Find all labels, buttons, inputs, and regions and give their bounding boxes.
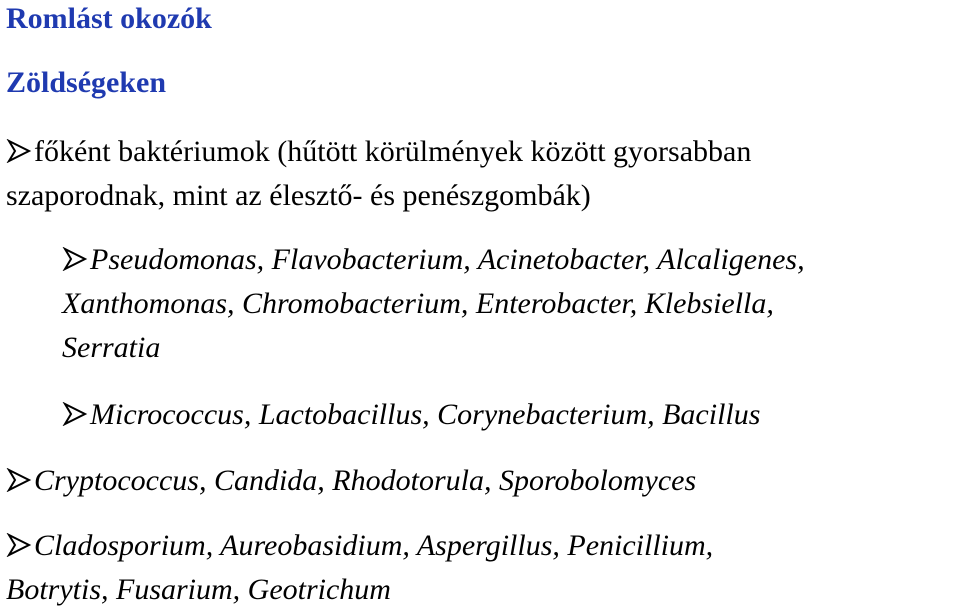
bullet-text: Cladosporium, Aureobasidium, Aspergillus, Penicillium, — [34, 529, 714, 562]
bullet-line — [6, 524, 713, 568]
bullet-bacteria-overview — [6, 130, 751, 218]
bullet-mold-genera — [6, 524, 713, 612]
bullet-text-continuation: Xanthomonas, Chromobacterium, Enterobacter, Klebsiella, — [62, 287, 774, 320]
arrowhead-bullet-icon — [62, 393, 90, 437]
bullet-text: Cryptococcus, Candida, Rhodotorula, Sporobolomyces — [34, 464, 697, 497]
arrowhead-bullet-icon — [6, 459, 34, 503]
bullet-yeast-genera — [6, 459, 696, 503]
bullet-text: főként baktériumok (hűtött körülmények között gyorsabban — [34, 135, 752, 168]
arrowhead-bullet-icon — [6, 130, 34, 174]
bullet-line — [62, 393, 760, 437]
bullet-gram-positive-genera — [62, 393, 760, 437]
section-heading: Zöldségeken — [6, 66, 167, 99]
bullet-text: Pseudomonas, Flavobacterium, Acinetobacter, Alcaligenes, — [90, 243, 805, 276]
bullet-line — [6, 130, 751, 174]
arrowhead-bullet-icon — [6, 524, 34, 568]
page-title: Romlást okozók — [6, 2, 212, 35]
bullet-text-continuation: Botrytis, Fusarium, Geotrichum — [6, 573, 391, 606]
bullet-line — [62, 238, 805, 282]
bullet-gram-negative-genera — [62, 238, 805, 370]
bullet-line — [6, 459, 696, 503]
bullet-text-continuation: Serratia — [62, 331, 161, 364]
bullet-text: Micrococcus, Lactobacillus, Corynebacterium, Bacillus — [90, 398, 761, 431]
arrowhead-bullet-icon — [62, 238, 90, 282]
bullet-text-continuation: szaporodnak, mint az élesztő- és penészgombák) — [6, 179, 591, 212]
